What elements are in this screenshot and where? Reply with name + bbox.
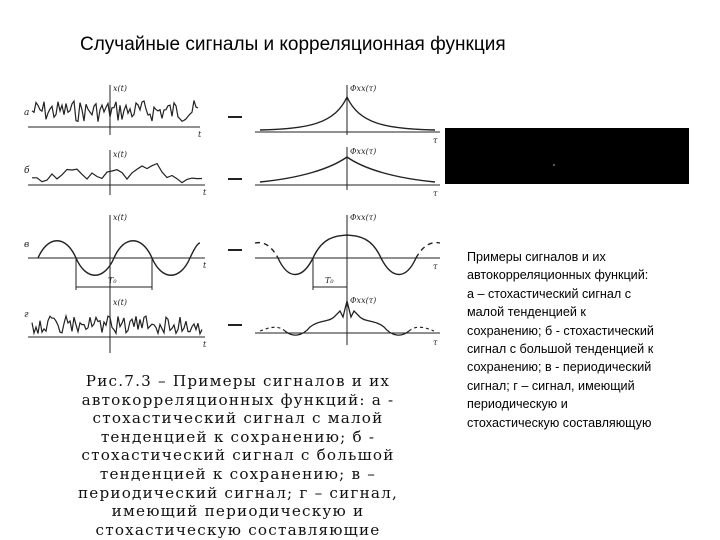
row-g-signal (28, 300, 242, 353)
row-b-signal-label: x(t) (113, 150, 127, 159)
row-v-axis-tau: τ (433, 262, 438, 271)
signal-figure-svg (20, 75, 445, 375)
signal-figure (20, 75, 445, 375)
row-b-corr-label: Φxx(τ) (350, 147, 377, 156)
caption-line: стохастический сигнал с малой (92, 409, 384, 428)
figure-caption (38, 372, 438, 539)
caption-line: Рис.7.3 – Примеры сигналов и их (85, 372, 391, 390)
row-g-axis-tau: τ (433, 338, 438, 347)
row-v-corr-label: Φxx(τ) (350, 213, 377, 222)
caption-line: автокорреляционных функций: а - (81, 390, 395, 409)
side-note-line: Примеры сигналов и их (467, 250, 606, 264)
row-a-correlation (255, 85, 440, 135)
side-note-line: сохранению; в - периодический (467, 360, 652, 375)
row-g-signal-label: x(t) (113, 298, 127, 307)
row-v-signal-label: x(t) (113, 213, 127, 222)
side-note-line: а – стохастический сигнал с (467, 286, 632, 301)
row-v-axis-t: t (203, 261, 207, 270)
row-a-axis-t: t (198, 130, 202, 139)
black-rectangle-dot (553, 164, 555, 166)
row-v-corr-period-label: T₀ (325, 276, 334, 285)
side-note-line: сигнал; г – сигнал, имеющий (467, 378, 635, 393)
row-a-corr-label: Φxx(τ) (350, 84, 377, 93)
row-v-period-label: T₀ (108, 276, 117, 285)
caption-line: стохастическую составляющие (95, 520, 381, 539)
caption-line: тенденцией к сохранению; б - (100, 427, 376, 446)
row-g-correlation (255, 297, 440, 345)
row-b-axis-tau: τ (433, 189, 438, 198)
row-a-signal (28, 85, 242, 135)
row-letter-g: г (24, 310, 29, 320)
caption-line: стохастический сигнал с большой (81, 446, 395, 465)
caption-line: тенденцией к сохранению; в – (99, 464, 377, 483)
slide-title: Случайные сигналы и корреляционная функция (80, 34, 506, 55)
caption-line: имеющий периодическую и (111, 502, 365, 521)
row-letter-b: б (24, 166, 30, 176)
row-letter-v: в (24, 240, 30, 250)
row-v-signal (28, 215, 242, 305)
side-note-line: периодическую и (467, 397, 568, 412)
row-v-correlation (255, 215, 440, 300)
row-a-axis-tau: τ (433, 136, 438, 145)
row-g-axis-t: t (203, 340, 207, 349)
row-b-axis-t: t (203, 188, 207, 197)
side-note-line: сигнал с большой тенденцией к (467, 342, 654, 357)
side-note-line: стохастическую составляющую (467, 415, 652, 430)
row-a-signal-label: x(t) (113, 84, 127, 93)
black-rectangle (445, 128, 689, 184)
row-b-correlation (255, 147, 440, 190)
side-note-line: автокорреляционных функций: (467, 268, 649, 283)
side-note (467, 248, 717, 432)
side-note-line: малой тенденцией к (467, 305, 586, 320)
row-b-signal (28, 150, 242, 195)
row-g-corr-label: Φxx(τ) (350, 296, 377, 305)
row-letter-a: а (24, 108, 30, 118)
side-note-line: сохранению; б - стохастический (467, 323, 654, 338)
caption-line: периодический сигнал; г – сигнал, (77, 483, 399, 502)
